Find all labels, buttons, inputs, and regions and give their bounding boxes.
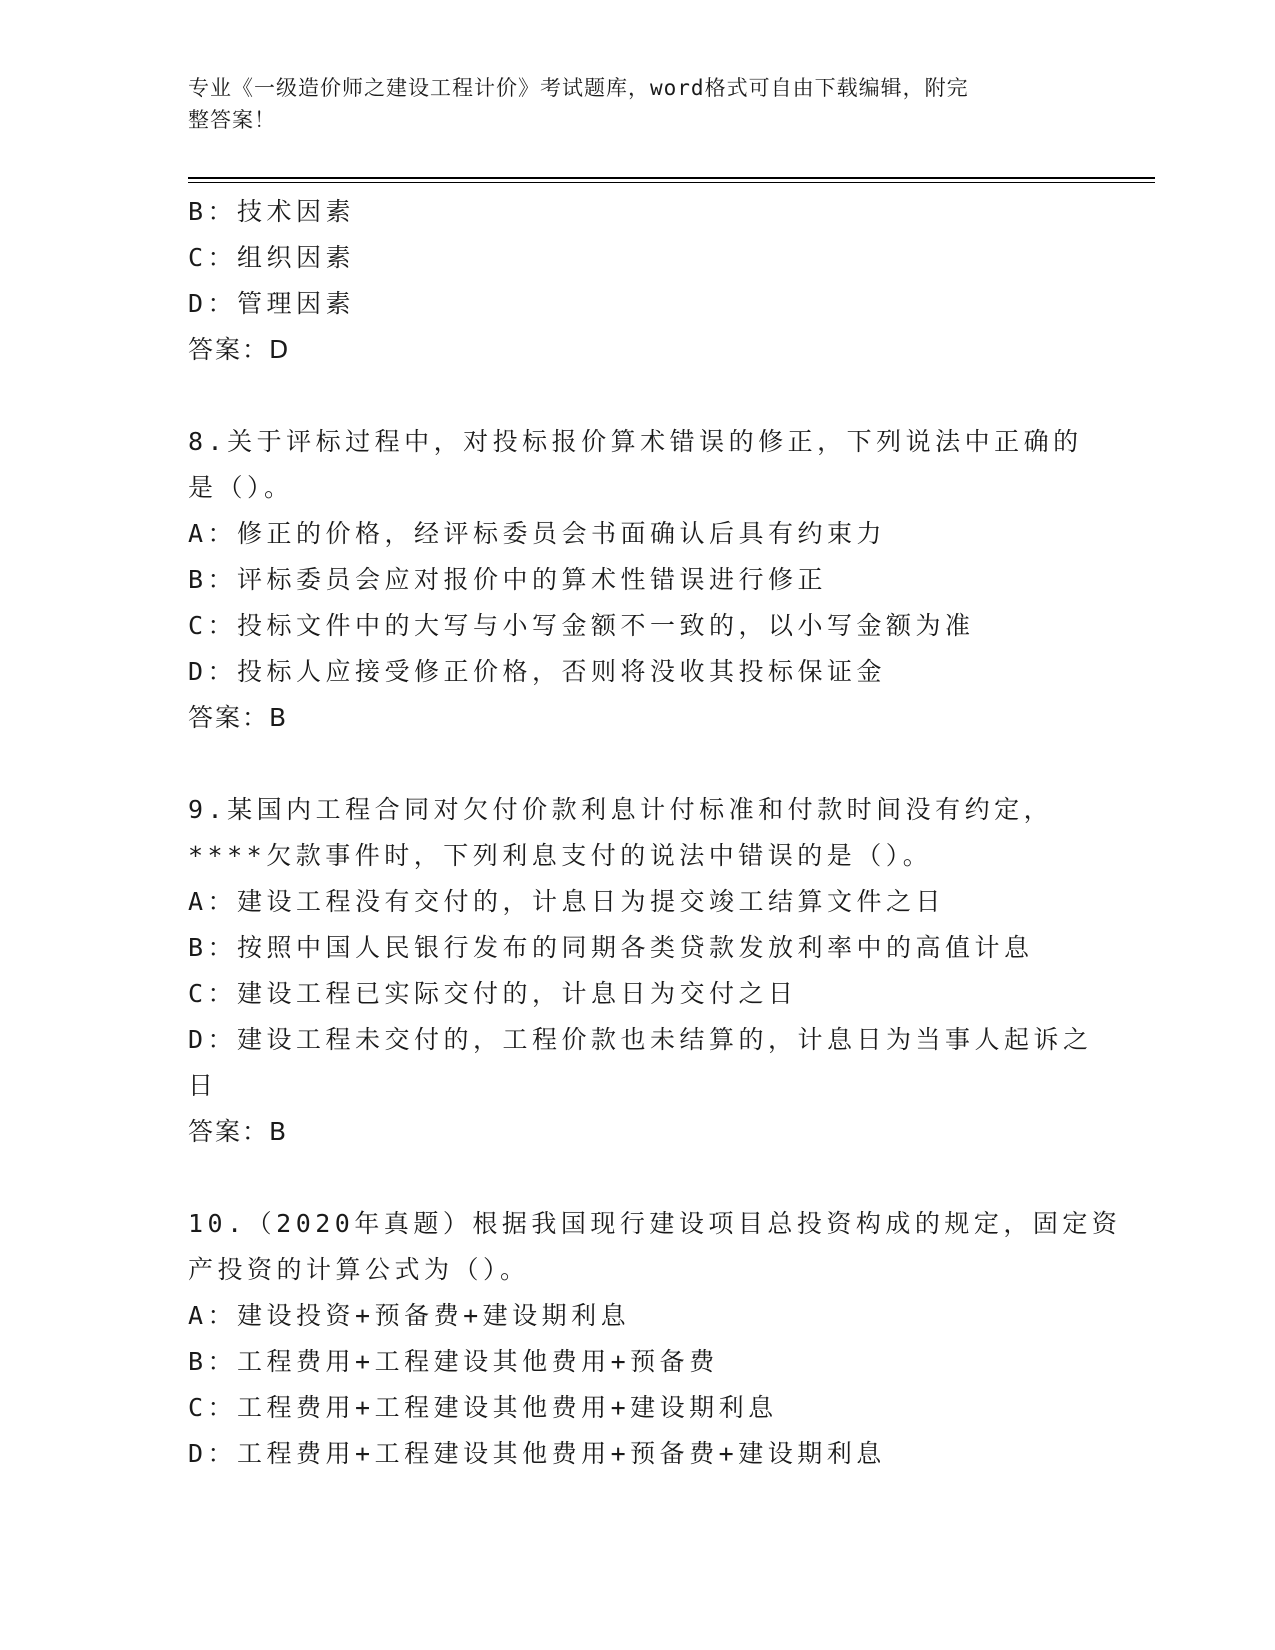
spacer [188,373,1088,419]
option-c: C：工程费用+工程建设其他费用+建设期利息 [188,1393,778,1422]
option-d: D：管理因素 [188,289,356,318]
question-10 [188,1201,1122,1477]
option-a: A：修正的价格，经评标委员会书面确认后具有约束力 [188,519,887,548]
question-stem-cont: ****欠款事件时，下列利息支付的说法中错误的是（）。 [188,841,933,870]
question-stem-cont: 产投资的计算公式为（）。 [188,1255,530,1284]
option-b: B：按照中国人民银行发布的同期各类贷款发放利率中的高值计息 [188,933,1034,962]
question-8 [188,419,1088,741]
question-stem: 10.（2020年真题）根据我国现行建设项目总投资构成的规定，固定资 [188,1209,1122,1238]
answer: 答案：B [188,1117,289,1146]
option-c: C：组织因素 [188,243,356,272]
option-d: D：工程费用+工程建设其他费用+预备费+建设期利息 [188,1439,886,1468]
option-c: C：投标文件中的大写与小写金额不一致的，以小写金额为准 [188,611,975,640]
option-a: A：建设工程没有交付的，计息日为提交竣工结算文件之日 [188,887,946,916]
answer: 答案：D [188,335,291,364]
option-b: B：技术因素 [188,197,356,226]
header-divider-thin [188,182,1155,183]
question-stem: 9.某国内工程合同对欠付价款利息计付标准和付款时间没有约定， [188,795,1054,824]
option-a: A：建设投资+预备费+建设期利息 [188,1301,631,1330]
question-stem-cont: 是（）。 [188,473,294,502]
prev-question [188,189,1088,373]
question-stem: 8.关于评标过程中，对投标报价算术错误的修正，下列说法中正确的 [188,427,1083,456]
document-header [188,72,1068,136]
option-b: B：工程费用+工程建设其他费用+预备费 [188,1347,719,1376]
option-d-cont: 日 [188,1071,218,1100]
question-9 [188,787,1093,1155]
option-d: D：投标人应接受修正价格，否则将没收其投标保证金 [188,657,887,686]
header-divider-thick [188,177,1155,179]
spacer [188,1155,1088,1201]
option-d: D：建设工程未交付的，工程价款也未结算的，计息日为当事人起诉之 [188,1025,1093,1054]
option-b: B：评标委员会应对报价中的算术性错误进行修正 [188,565,828,594]
option-c: C：建设工程已实际交付的，计息日为交付之日 [188,979,798,1008]
answer: 答案：B [188,703,289,732]
header-line-1: 专业《一级造价师之建设工程计价》考试题库，word格式可自由下载编辑，附完 [188,76,969,100]
header-line-2: 整答案！ [188,108,276,132]
question-content [188,189,1122,1477]
spacer [188,741,1088,787]
